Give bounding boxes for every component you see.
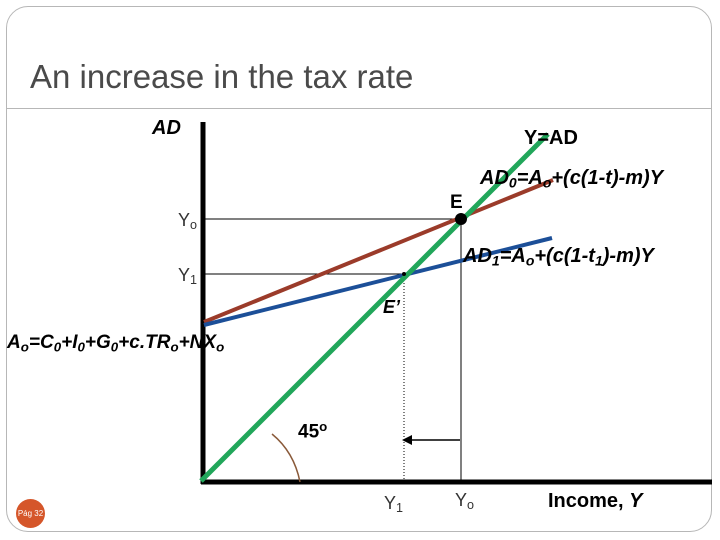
- intercept-part: +I: [61, 332, 78, 353]
- y-tick-y0-sub: o: [190, 218, 198, 233]
- intercept-sub: 0: [110, 339, 119, 355]
- x-axis-label: [548, 491, 642, 511]
- intercept-sub: o: [216, 339, 225, 355]
- angle-arc: [272, 434, 300, 482]
- equilibrium-point-e-prime: [402, 272, 406, 276]
- y-tick-y1-main: Y: [178, 265, 191, 285]
- intercept-sub: 0: [77, 339, 85, 355]
- x-tick-y1-main: Y: [384, 493, 397, 513]
- ad0-eq-sub: o: [542, 174, 552, 191]
- ad1-eq-part: )-m)Y: [602, 245, 654, 267]
- ad0-eq-part: +(c(1-t)-m)Y: [551, 167, 664, 189]
- y-tick-y1: [178, 266, 197, 287]
- y-tick-y0-main: Y: [178, 210, 191, 230]
- angle-value: 45: [298, 421, 320, 443]
- ad1-eq-sub: 1: [594, 252, 603, 269]
- y-tick-y0: [178, 211, 197, 232]
- equilibrium-point-e: [455, 213, 467, 225]
- x-axis-label-variable: Y: [629, 490, 643, 512]
- ad0-equation: [480, 168, 663, 190]
- x-tick-y1-sub: 1: [396, 501, 404, 516]
- intercept-part: A: [7, 332, 21, 353]
- angle-degree: o: [319, 419, 328, 434]
- page-number-badge: Pág 32: [16, 499, 45, 528]
- x-tick-y1: [384, 494, 403, 515]
- slide-title: An increase in the tax rate: [30, 58, 414, 95]
- x-tick-y0-sub: o: [467, 498, 475, 513]
- ad0-eq-part: AD: [480, 167, 509, 189]
- point-e-prime-label: E’: [383, 297, 401, 317]
- y-tick-y1-sub: 1: [190, 273, 198, 288]
- intercept-sub: o: [170, 339, 179, 355]
- ad1-eq-part: +(c(1-t: [534, 245, 595, 267]
- ad1-eq-part: AD: [463, 245, 492, 267]
- ad0-eq-part: =A: [516, 167, 543, 189]
- ad1-eq-sub: o: [525, 252, 535, 269]
- ad0-eq-sub: 0: [508, 174, 517, 191]
- intercept-part: +c.TR: [118, 332, 171, 353]
- y-axis-label: AD: [152, 117, 181, 139]
- intercept-part: =C: [28, 332, 54, 353]
- intercept-part: +G: [84, 332, 111, 353]
- angle-label: [298, 420, 327, 442]
- x-tick-y0: [455, 491, 474, 512]
- point-e-label: E: [450, 192, 463, 213]
- intercept-part: +NX: [178, 332, 217, 353]
- intercept-sub: 0: [53, 339, 62, 355]
- ad1-equation: [463, 246, 654, 268]
- ad1-eq-part: =A: [499, 245, 526, 267]
- ad1-eq-sub: 1: [491, 252, 500, 269]
- x-axis-label-text: Income,: [548, 490, 624, 512]
- x-tick-y0-main: Y: [455, 490, 468, 510]
- y-equals-ad-label: Y=AD: [524, 127, 578, 149]
- intercept-sub: o: [20, 339, 29, 355]
- intercept-equation: [7, 333, 224, 354]
